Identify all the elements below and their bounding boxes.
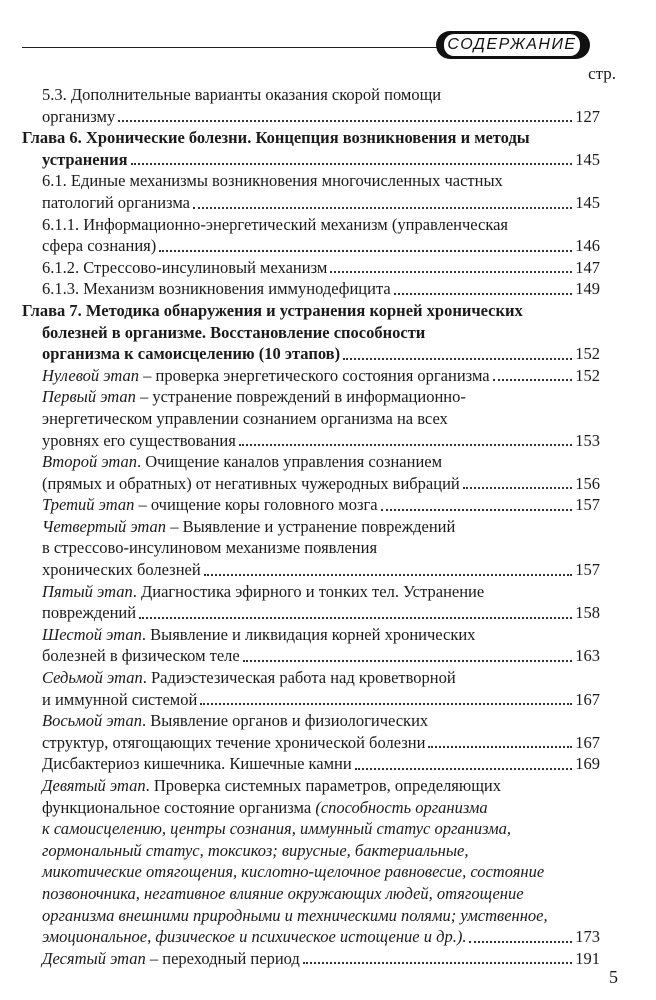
toc-stage [22, 516, 600, 581]
stage-name: Седьмой этап [42, 668, 143, 688]
leader-dots [303, 962, 572, 964]
toc-entry [22, 84, 600, 127]
page-ref: 145 [575, 149, 600, 169]
page-ref: 173 [575, 927, 600, 947]
entry-line: – очищение коры головного мозга [134, 495, 378, 515]
entry-line: . Выявление органов и физиологических [142, 711, 429, 731]
leader-dots [330, 271, 572, 273]
entry-line: гормональный статус, токсикоз; вирусные, бактериальные, [42, 840, 469, 860]
entry-line: 6.1.3. Механизм возникновения иммунодефицита [42, 279, 391, 299]
page-ref: 149 [575, 279, 600, 299]
entry-line: уровнях его существования [42, 430, 236, 450]
entry-line: болезней в организме. Восстановление способности [42, 322, 426, 342]
toc-entry [22, 170, 600, 213]
page-ref: 191 [575, 948, 600, 968]
toc-stage [22, 775, 600, 948]
page-ref: 153 [575, 430, 600, 450]
toc-entry [22, 257, 600, 279]
entry-line: . Проверка системных параметров, определяющих [145, 776, 502, 795]
leader-dots [193, 207, 572, 209]
page-ref: 145 [575, 192, 600, 212]
entry-line: микотические отягощения, кислотно-щелочное равновесие, состояние [42, 862, 545, 882]
page-ref: 147 [575, 257, 600, 277]
page-ref: 156 [575, 473, 600, 493]
stage-name: Десятый этап [42, 948, 146, 968]
leader-dots [118, 120, 572, 122]
entry-line: хронических болезней [42, 560, 201, 580]
entry-line: 6.1.2. Стрессово-инсулиновый механизм [42, 257, 328, 277]
leader-dots [204, 574, 573, 576]
entry-line: 6.1. Единые механизмы возникновения многочисленных частных [42, 171, 503, 191]
entry-line: . Очищение каналов управления сознанием [137, 452, 443, 472]
leader-dots [239, 444, 572, 446]
leader-dots [463, 487, 573, 489]
stage-name: Третий этап [42, 495, 135, 515]
stage-name: Пятый этап [42, 581, 133, 601]
page-ref: 167 [575, 732, 600, 752]
page-ref: 163 [575, 646, 600, 666]
leader-dots [343, 358, 572, 360]
entry-line: Глава 7. Методика обнаружения и устранения корней хронических [22, 300, 523, 320]
page-ref: 169 [575, 754, 600, 774]
entry-line: патологий организма [42, 192, 190, 212]
stage-name: Четвертый этап [42, 516, 167, 536]
page-ref: 167 [575, 689, 600, 709]
entry-line: в стрессово-инсулиновом механизме появления [42, 538, 378, 558]
entry-line: структур, отягощающих течение хронической болезни [42, 732, 426, 752]
entry-line: (способность организма [315, 797, 488, 817]
entry-line: повреждений [42, 603, 137, 623]
leader-dots [200, 703, 572, 705]
toc-chapter [22, 300, 600, 365]
toc-stage [22, 948, 600, 970]
leader-dots [469, 941, 572, 943]
stage-name: Девятый этап [42, 776, 146, 795]
entry-line: – устранение повреждений в информационно- [135, 387, 466, 407]
entry-line: организма внешними природными и техническими полями; умственное, [42, 905, 548, 925]
toc-stage [22, 365, 600, 387]
toc-stage [22, 710, 600, 753]
stage-name: Второй этап [42, 452, 137, 472]
entry-line: эмоциональное, физическое и психическое истощение и др.). [42, 927, 467, 947]
page-ref: 157 [575, 495, 600, 515]
entry-line: 6.1.1. Информационно-энергетический механизм (управленческая [42, 214, 509, 234]
leader-dots [355, 768, 573, 770]
leader-dots [131, 163, 573, 165]
stage-name: Шестой этап [42, 624, 142, 644]
page-ref: 157 [575, 560, 600, 580]
entry-line: устранения [42, 149, 128, 169]
entry-line: и иммунной системой [42, 689, 198, 709]
toc-entry [22, 753, 600, 775]
leader-dots [243, 660, 573, 662]
leader-dots [159, 250, 572, 252]
toc-stage [22, 386, 600, 451]
stage-name: Восьмой этап [42, 711, 142, 731]
entry-line: позвоночника, негативное влияние окружающих людей, отягощение [42, 883, 524, 903]
leader-dots [428, 746, 572, 748]
entry-line: энергетическом управлении сознанием организма на всех [42, 408, 448, 428]
toc-chapter [22, 127, 600, 170]
toc-stage [22, 624, 600, 667]
page-ref: 146 [575, 236, 600, 256]
entry-line: – переходный период [145, 948, 300, 968]
toc-entry [22, 214, 600, 257]
entry-line: организму [42, 106, 116, 126]
entry-line: организма к самоисцелению (10 этапов) [42, 344, 341, 364]
entry-line: – Выявление и устранение повреждений [166, 516, 456, 536]
table-of-contents [22, 84, 600, 969]
entry-line: сфера сознания) [42, 236, 157, 256]
toc-stage [22, 451, 600, 494]
entry-line: к самоисцелению, центры сознания, иммунный статус организма, [42, 819, 512, 839]
entry-line: Дисбактериоз кишечника. Кишечные камни [42, 754, 352, 774]
entry-line: 5.3. Дополнительные варианты оказания скорой помощи [42, 85, 442, 104]
entry-line: . Выявление и ликвидация корней хронических [141, 624, 476, 644]
entry-line: (прямых и обратных) от негативных чужеродных вибраций [42, 473, 460, 493]
section-title: СОДЕРЖАНИЕ [444, 34, 580, 56]
entry-line: . Радиэстезическая работа над кроветворной [142, 668, 456, 688]
entry-line: . Диагностика эфирного и тонких тел. Устранение [132, 581, 485, 601]
toc-entry [22, 278, 600, 300]
page-column-label: стр. [588, 64, 616, 83]
page-ref: 127 [575, 106, 600, 126]
header-rule [22, 47, 442, 48]
leader-dots [139, 617, 572, 619]
entry-line: Глава 6. Хронические болезни. Концепция возникновения и методы [22, 128, 530, 148]
leader-dots [381, 509, 573, 511]
leader-dots [493, 379, 573, 381]
toc-stage [22, 667, 600, 710]
entry-line: функциональное состояние организма [42, 797, 316, 817]
page-ref: 158 [575, 603, 600, 623]
toc-stage [22, 581, 600, 624]
toc-stage [22, 494, 600, 516]
entry-line: – проверка энергетического состояния организма [138, 365, 490, 385]
page-ref: 152 [575, 344, 600, 364]
entry-line: болезней в физическом теле [42, 646, 240, 666]
page-number: 5 [609, 967, 618, 987]
stage-name: Нулевой этап [42, 365, 139, 385]
page-ref: 152 [575, 365, 600, 385]
leader-dots [394, 293, 573, 295]
stage-name: Первый этап [42, 387, 136, 407]
